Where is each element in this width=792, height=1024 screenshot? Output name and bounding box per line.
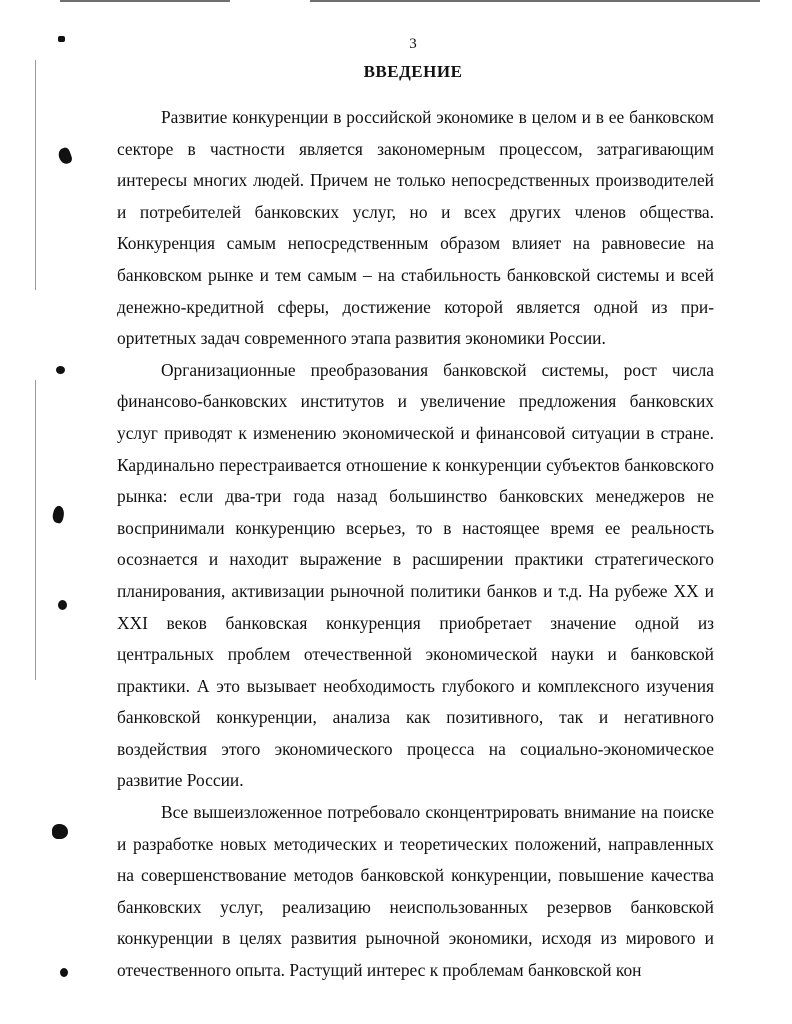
margin-mark	[57, 146, 74, 165]
margin-mark	[51, 505, 66, 524]
paragraph-intro: Развитие конкуренции в российской экономике в целом и в ее банковском секторе в частности является закономерным процессом, затрагивающим интересы многих людей. Причем не только непосредственных производителей и потребителей банковских услуг, но и всех других членов общества. Конкуренция самым непосредственным образом влияет на равновесие на банковском рынке и тем самым – на стабильность банковской системы и всей денежно-кредитной сферы, достижение которой является одной из приоритетных задач современного этапа развития экономики России.	[117, 107, 714, 349]
page-number: 3	[409, 36, 417, 52]
margin-mark	[60, 968, 68, 977]
section-heading: ВВЕДЕНИЕ	[363, 62, 463, 81]
margin-mark	[58, 600, 67, 610]
paragraph-reforms: Организационные преобразования банковской системы, рост числа финансово-банковских институтов и увеличение предложения банковских услуг приводят к изменению экономической и финансовой ситуации в стране. Кардинально перестраивается отношение к конкуренции субъектов банковского рынка: если два-три года назад большинство банковских менеджеров не воспринимали конкуренцию всерьез, то в настоящее время ее реальность осознается и находит выражение в расширении практики стратегического планирования, активизации рыночной политики банков и т.д. На рубеже XX и XXI веков банковская конкуренция приобретает значение одной из центральных проблем отечественной экономической науки и банковской практики. А это вызывает необходимость глубокого и комплексного изучения банковской конкуренции, анализа как позитивного, так и негативного воздействия этого экономического процесса на социально-экономическое развитие России.	[117, 359, 714, 791]
margin-mark	[52, 824, 68, 839]
scan-edge-gap	[230, 0, 310, 4]
scan-edge-top	[60, 0, 760, 5]
binding-line	[35, 380, 36, 680]
binding-line	[35, 60, 36, 290]
margin-mark	[56, 366, 65, 374]
paragraph-research-focus: Все вышеизложенное потребовало сконцентрировать внимание на поиске и разработке новых методических и теоретических положений, направленных на совершенствование методов банковской конкуренции, повышение качества банковских услуг, реализацию неиспользованных резервов банковской конкуренции в целях развития рыночной экономики, исходя из мирового и отечественного опыта. Растущий интерес к проблемам банковской кон	[117, 802, 714, 981]
text-body	[117, 102, 714, 987]
